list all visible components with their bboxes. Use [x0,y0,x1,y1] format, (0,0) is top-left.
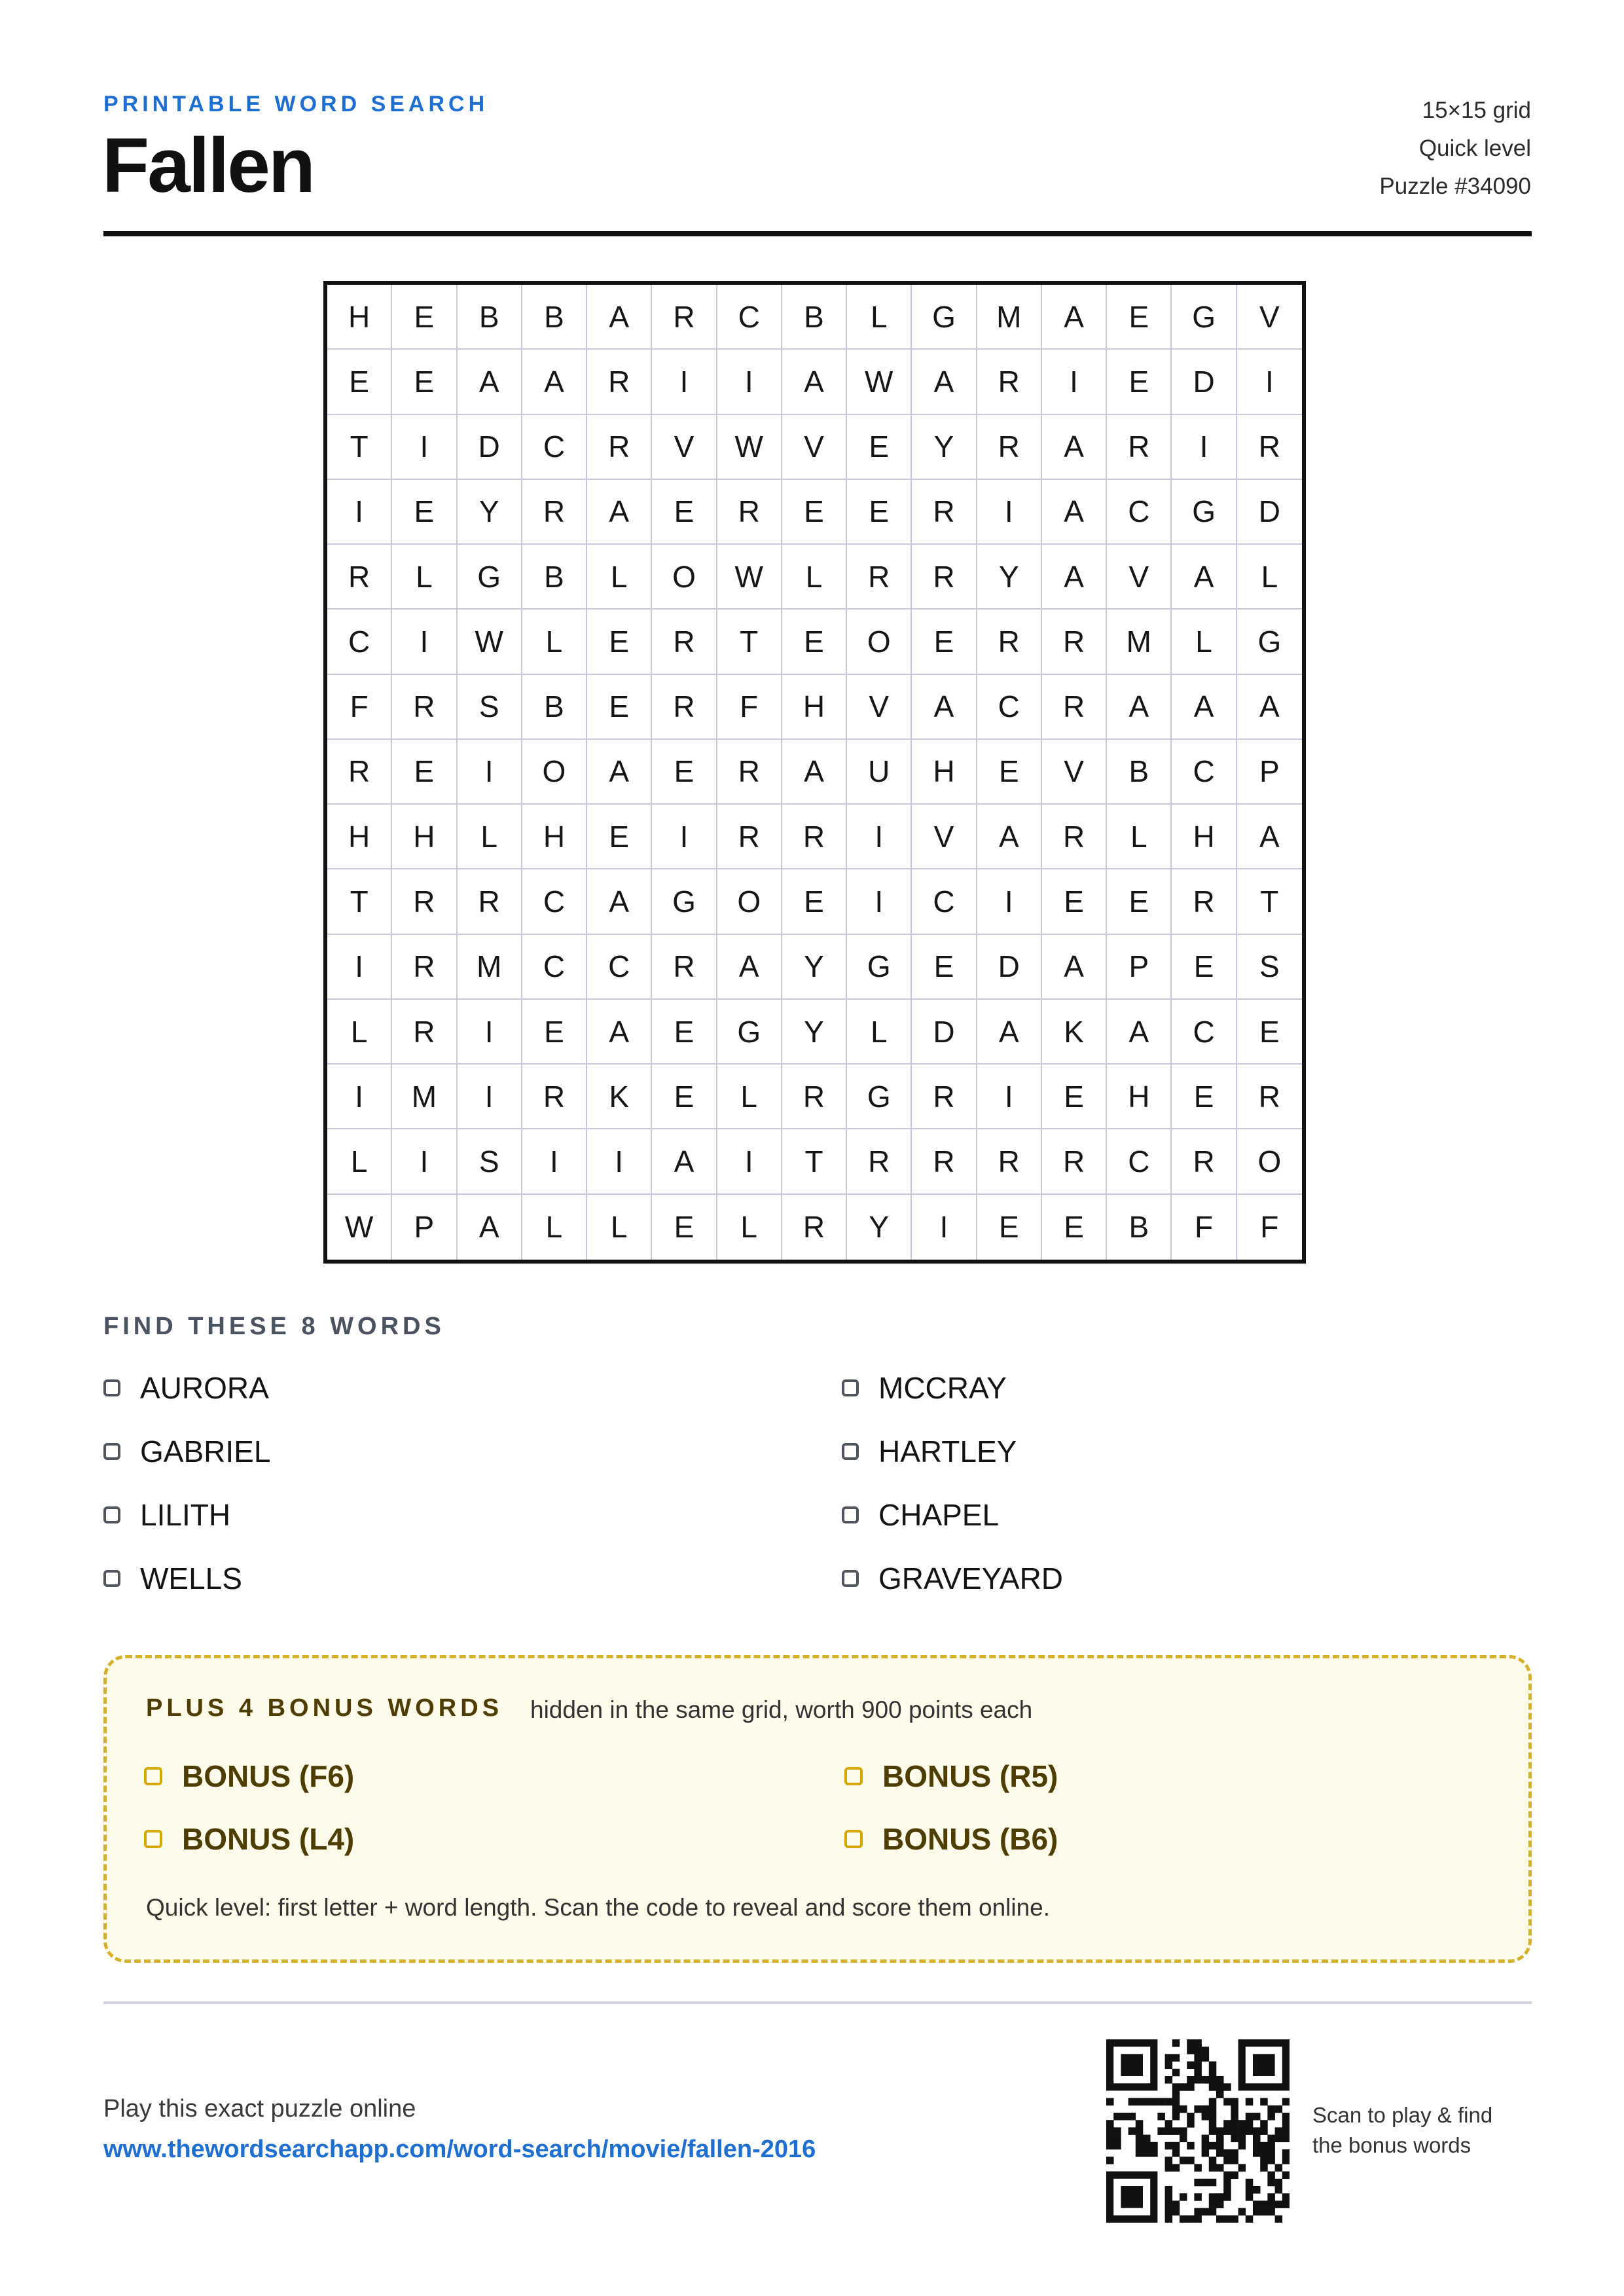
bonus-word-label: BONUS (F6) [182,1759,355,1793]
grid-cell[interactable]: A [977,1000,1042,1065]
grid-cell[interactable]: A [587,285,652,350]
bonus-box [103,1655,1532,1963]
grid-cell[interactable]: R [587,350,652,414]
qr-caption [1312,2100,1492,2160]
word-list-item[interactable] [103,1368,269,1408]
grid-cell[interactable]: R [522,1065,587,1129]
grid-cell[interactable]: C [717,285,782,350]
grid-cell[interactable]: R [327,545,392,610]
bonus-word-item[interactable] [844,1757,1058,1796]
bonus-heading: PLUS 4 BONUS WORDS [146,1694,503,1722]
grid-cell[interactable]: A [458,1195,522,1260]
grid-cell[interactable]: G [717,1000,782,1065]
bonus-checkbox[interactable] [144,1830,162,1848]
puzzle-meta [1379,92,1531,206]
word-list-item[interactable] [842,1368,1007,1408]
grid-cell[interactable]: E [392,285,457,350]
grid-cell[interactable]: L [522,610,587,674]
word-list-item[interactable] [103,1559,242,1598]
grid-cell[interactable]: B [458,285,522,350]
grid-cell[interactable]: Y [912,415,977,480]
grid-cell[interactable]: R [847,545,912,610]
grid-cell[interactable]: A [912,350,977,414]
grid-cell[interactable]: W [327,1195,392,1260]
grid-cell[interactable]: R [587,415,652,480]
grid-cell[interactable]: I [587,1129,652,1194]
grid-cell[interactable]: I [717,350,782,414]
grid-cell[interactable]: G [912,285,977,350]
puzzle-url-link[interactable]: www.thewordsearchapp.com/word-search/movie/fallen-2016 [103,2136,816,2163]
bonus-word-label: BONUS (R5) [882,1759,1058,1793]
grid-cell[interactable]: R [392,1000,457,1065]
grid-cell[interactable]: E [652,1065,717,1129]
grid-cell[interactable]: R [1042,610,1107,674]
word-list-item[interactable] [842,1495,999,1535]
grid-cell[interactable]: A [782,740,847,805]
grid-cell[interactable]: W [847,350,912,414]
grid-cell[interactable]: L [717,1065,782,1129]
grid-cell[interactable]: K [587,1065,652,1129]
grid-cell[interactable]: C [1172,1000,1236,1065]
grid-cell[interactable]: Y [782,1000,847,1065]
grid-cell[interactable]: M [977,285,1042,350]
grid-cell[interactable]: A [458,350,522,414]
grid-cell[interactable]: E [782,869,847,934]
grid-cell[interactable]: O [652,545,717,610]
grid-cell[interactable]: G [847,1065,912,1129]
grid-cell[interactable]: H [522,805,587,869]
grid-cell[interactable]: A [1237,805,1302,869]
grid-cell[interactable]: E [652,1195,717,1260]
grid-cell[interactable]: P [392,1195,457,1260]
grid-cell[interactable]: R [1172,1129,1236,1194]
word-label: CHAPEL [878,1498,1000,1532]
grid-cell[interactable]: S [458,675,522,740]
grid-cell[interactable]: E [782,480,847,545]
grid-cell[interactable]: O [1237,1129,1302,1194]
grid-cell[interactable]: E [587,610,652,674]
grid-cell[interactable]: V [1042,740,1107,805]
grid-cell[interactable]: I [977,480,1042,545]
grid-cell[interactable]: E [1172,1065,1236,1129]
grid-cell[interactable]: R [392,935,457,1000]
grid-cell[interactable]: D [1237,480,1302,545]
grid-cell[interactable]: W [458,610,522,674]
grid-cell[interactable]: A [1042,415,1107,480]
grid-cell[interactable]: F [327,675,392,740]
bonus-word-item[interactable] [844,1819,1058,1859]
grid-cell[interactable]: R [977,610,1042,674]
word-checkbox[interactable] [842,1379,859,1396]
grid-cell[interactable]: E [1107,285,1172,350]
bonus-word-label: BONUS (B6) [882,1822,1058,1856]
grid-cell[interactable]: R [652,935,717,1000]
grid-cell[interactable]: E [652,740,717,805]
grid-cell[interactable]: H [392,805,457,869]
play-online-label: Play this exact puzzle online [103,2095,416,2123]
word-label: MCCRAY [878,1371,1007,1405]
grid-cell[interactable]: L [587,1195,652,1260]
grid-cell[interactable]: T [327,415,392,480]
grid-cell[interactable]: I [977,869,1042,934]
word-checkbox[interactable] [103,1379,120,1396]
grid-cell[interactable]: R [1042,805,1107,869]
grid-cell[interactable]: R [458,869,522,934]
grid-cell[interactable]: R [977,1129,1042,1194]
grid-cell[interactable]: A [912,675,977,740]
grid-cell[interactable]: G [1172,285,1236,350]
grid-cell[interactable]: A [1042,545,1107,610]
grid-cell[interactable]: Y [977,545,1042,610]
grid-cell[interactable]: L [847,1000,912,1065]
grid-cell[interactable]: V [912,805,977,869]
word-checkbox[interactable] [842,1570,859,1587]
grid-cell[interactable]: L [717,1195,782,1260]
grid-cell[interactable]: F [1260,1210,1279,1245]
grid-cell[interactable]: R [782,805,847,869]
grid-size: 15×15 grid [1422,98,1531,123]
grid-cell[interactable]: T [717,610,782,674]
grid-cell[interactable]: L [1172,610,1236,674]
grid-cell[interactable]: I [717,1129,782,1194]
grid-cell[interactable]: L [1237,545,1302,610]
grid-cell[interactable]: E [782,610,847,674]
grid-cell[interactable]: Y [847,1195,912,1260]
grid-cell[interactable]: T [1237,869,1302,934]
grid-cell[interactable]: B [782,285,847,350]
grid-cell[interactable]: D [977,935,1042,1000]
grid-cell[interactable]: C [587,935,652,1000]
grid-cell[interactable]: I [912,1195,977,1260]
grid-cell[interactable]: E [327,350,392,414]
grid-cell[interactable]: I [458,740,522,805]
grid-cell[interactable]: E [1042,869,1107,934]
grid-cell[interactable]: C [522,415,587,480]
word-list-item[interactable] [842,1432,1017,1471]
grid-cell[interactable]: Y [782,935,847,1000]
bonus-checkbox[interactable] [144,1767,162,1785]
grid-cell[interactable]: R [782,1065,847,1129]
grid-cell[interactable]: H [782,675,847,740]
grid-cell[interactable]: A [1042,285,1107,350]
grid-cell[interactable]: A [522,350,587,414]
word-checkbox[interactable] [842,1443,859,1460]
grid-cell[interactable]: R [782,1195,847,1260]
grid-cell[interactable]: V [652,415,717,480]
grid-cell[interactable]: V [1107,545,1172,610]
grid-cell[interactable]: I [458,1000,522,1065]
kicker: PRINTABLE WORD SEARCH [103,92,489,117]
grid-cell[interactable]: E [1042,1065,1107,1129]
grid-cell[interactable]: E [847,480,912,545]
grid-cell[interactable]: V [782,415,847,480]
grid-cell[interactable]: E [1172,935,1236,1000]
grid-cell[interactable]: P [1107,935,1172,1000]
grid-cell[interactable]: W [717,545,782,610]
grid-cell[interactable]: G [1237,610,1302,674]
grid-cell[interactable]: A [1107,675,1172,740]
grid-cell[interactable]: E [587,675,652,740]
grid-cell[interactable]: I [327,1065,392,1129]
grid-cell[interactable]: M [458,935,522,1000]
grid-cell[interactable]: L [782,545,847,610]
grid-cell[interactable]: O [717,869,782,934]
grid-cell[interactable]: D [912,1000,977,1065]
grid-cell[interactable]: A [587,869,652,934]
grid-cell[interactable]: A [977,805,1042,869]
grid-cell[interactable]: E [652,1000,717,1065]
word-checkbox[interactable] [103,1443,120,1460]
grid-cell[interactable]: E [1107,869,1172,934]
grid-cell[interactable]: U [847,740,912,805]
qr-code[interactable] [1106,2039,1290,2223]
word-checkbox[interactable] [103,1570,120,1587]
grid-cell[interactable]: A [587,1000,652,1065]
bonus-word-item[interactable] [144,1757,354,1796]
grid-cell[interactable]: H [1107,1065,1172,1129]
word-list-item[interactable] [103,1432,270,1471]
grid-cell[interactable]: R [912,545,977,610]
grid-cell[interactable]: I [327,480,392,545]
grid-cell[interactable]: C [327,610,392,674]
footer-divider [103,2001,1532,2004]
grid-cell[interactable]: H [1172,805,1236,869]
grid-cell[interactable]: G [458,545,522,610]
word-list-item[interactable] [103,1495,230,1535]
bonus-subtitle: hidden in the same grid, worth 900 points each [530,1696,1033,1723]
grid-cell[interactable]: R [717,805,782,869]
puzzle-number: Puzzle #34090 [1379,173,1531,199]
grid-cell[interactable]: A [1172,675,1236,740]
grid-cell[interactable]: R [912,1065,977,1129]
grid-cell[interactable]: D [1172,350,1236,414]
grid-cell[interactable]: L [327,1000,392,1065]
grid-cell[interactable]: E [847,415,912,480]
grid-cell[interactable]: R [912,1129,977,1194]
grid-cell[interactable]: G [847,935,912,1000]
grid-cell[interactable]: L [522,1195,587,1260]
grid-cell[interactable]: I [327,935,392,1000]
word-label: LILITH [140,1498,231,1532]
grid-cell[interactable]: I [1237,350,1302,414]
grid-cell[interactable]: E [1107,350,1172,414]
grid-cell[interactable]: A [1237,675,1302,740]
grid-cell[interactable]: R [912,480,977,545]
grid-cell[interactable]: I [392,1129,457,1194]
grid-cell[interactable]: I [977,1065,1042,1129]
grid-cell[interactable]: C [522,935,587,1000]
word-label: WELLS [140,1561,242,1595]
grid-cell[interactable]: H [327,285,392,350]
grid-cell[interactable]: T [782,1129,847,1194]
grid-cell[interactable]: A [1107,1000,1172,1065]
grid-cell[interactable]: D [458,415,522,480]
grid-cell[interactable]: R [1237,415,1302,480]
grid-cell[interactable]: E [912,610,977,674]
difficulty-level: Quick level [1418,136,1531,161]
grid-cell[interactable]: I [652,350,717,414]
grid-cell[interactable]: M [1107,610,1172,674]
grid-cell[interactable]: E [652,480,717,545]
word-checkbox[interactable] [103,1506,120,1523]
grid-cell[interactable]: R [1042,1129,1107,1194]
grid-cell[interactable]: B [522,285,587,350]
grid-cell[interactable]: H [912,740,977,805]
grid-cell[interactable]: E [912,935,977,1000]
word-label: HARTLEY [878,1434,1017,1468]
grid-cell[interactable]: B [522,675,587,740]
grid-cell[interactable]: I [1042,350,1107,414]
grid-cell[interactable]: R [652,285,717,350]
grid-cell[interactable]: P [1237,740,1302,805]
page-title: Fallen [102,122,314,209]
grid-cell[interactable]: Y [458,480,522,545]
bonus-word-item[interactable] [144,1819,354,1859]
grid-cell[interactable]: E [977,740,1042,805]
word-label: GRAVEYARD [878,1561,1064,1595]
grid-cell[interactable]: R [1042,675,1107,740]
bonus-checkbox[interactable] [844,1830,863,1848]
grid-cell[interactable]: R [977,350,1042,414]
grid-cell[interactable]: R [652,610,717,674]
letter-grid [323,281,1306,1264]
word-label: AURORA [140,1371,269,1405]
grid-cell[interactable]: R [392,869,457,934]
bonus-note: Quick level: first letter + word length. Scan the code to reveal and score them online. [146,1894,1051,1921]
grid-cell[interactable]: I [847,805,912,869]
grid-cell[interactable]: C [912,869,977,934]
grid-cell[interactable]: E [587,805,652,869]
grid-cell[interactable]: C [1107,480,1172,545]
grid-cell[interactable]: G [1172,480,1236,545]
grid-cell[interactable]: R [977,415,1042,480]
grid-cell[interactable]: E [392,480,457,545]
grid-cell[interactable]: R [847,1129,912,1194]
grid-cell[interactable]: F [717,675,782,740]
grid-cell[interactable]: E [522,1000,587,1065]
grid-cell[interactable]: L [587,545,652,610]
grid-cell[interactable]: R [327,740,392,805]
find-heading: FIND THESE 8 WORDS [103,1313,445,1340]
grid-cell[interactable]: I [458,1065,522,1129]
bonus-checkbox[interactable] [844,1767,863,1785]
grid-cell[interactable]: L [327,1129,392,1194]
grid-cell[interactable]: C [1172,740,1236,805]
grid-cell[interactable]: E [392,350,457,414]
grid-cell[interactable]: V [1237,285,1302,350]
grid-cell[interactable]: A [1042,935,1107,1000]
grid-cell[interactable]: B [1107,1195,1172,1260]
grid-cell[interactable]: R [1237,1065,1302,1129]
grid-cell[interactable]: R [717,740,782,805]
grid-cell[interactable]: A [717,935,782,1000]
grid-cell[interactable]: A [652,1129,717,1194]
grid-cell[interactable]: V [847,675,912,740]
grid-cell[interactable]: E [1042,1195,1107,1260]
grid-cell[interactable]: E [977,1195,1042,1260]
grid-cell[interactable]: I [392,610,457,674]
grid-cell[interactable]: K [1042,1000,1107,1065]
header-divider [103,231,1532,236]
qr-caption-line-2: the bonus words [1312,2133,1471,2157]
grid-cell[interactable]: L [392,545,457,610]
grid-cell[interactable]: A [782,350,847,414]
grid-cell[interactable]: T [327,869,392,934]
qr-caption-line-1: Scan to play & find [1312,2103,1493,2127]
grid-cell[interactable]: I [392,415,457,480]
grid-cell[interactable]: O [847,610,912,674]
grid-cell[interactable]: L [1107,805,1172,869]
grid-cell[interactable]: S [458,1129,522,1194]
grid-cell[interactable]: M [392,1065,457,1129]
grid-cell[interactable]: R [522,480,587,545]
bonus-word-label: BONUS (L4) [182,1822,355,1856]
grid-cell[interactable]: W [717,415,782,480]
grid-cell[interactable]: C [1107,1129,1172,1194]
word-label: GABRIEL [140,1434,271,1468]
grid-cell[interactable]: G [652,869,717,934]
grid-cell[interactable]: A [1172,545,1236,610]
grid-cell[interactable]: R [652,675,717,740]
grid-cell[interactable]: I [652,805,717,869]
grid-cell[interactable]: L [847,285,912,350]
grid-cell[interactable]: L [458,805,522,869]
grid-cell[interactable]: E [1237,1000,1302,1065]
grid-cell[interactable]: F [1172,1195,1236,1260]
grid-cell[interactable]: E [392,740,457,805]
grid-cell[interactable]: R [392,675,457,740]
grid-cell[interactable]: H [327,805,392,869]
grid-cell[interactable]: S [1237,935,1302,1000]
grid-cell[interactable]: R [1172,869,1236,934]
grid-cell[interactable]: A [587,740,652,805]
grid-cell[interactable]: I [847,869,912,934]
grid-cell[interactable]: R [717,480,782,545]
grid-cell[interactable]: C [522,869,587,934]
grid-cell[interactable]: C [977,675,1042,740]
grid-cell[interactable]: B [1107,740,1172,805]
grid-cell[interactable]: I [522,1129,587,1194]
grid-cell[interactable]: A [587,480,652,545]
grid-cell[interactable]: B [522,545,587,610]
grid-cell[interactable]: I [1172,415,1236,480]
grid-cell[interactable]: R [1107,415,1172,480]
grid-cell[interactable]: O [522,740,587,805]
word-list-item[interactable] [842,1559,1063,1598]
grid-cell[interactable]: A [1042,480,1107,545]
word-checkbox[interactable] [842,1506,859,1523]
